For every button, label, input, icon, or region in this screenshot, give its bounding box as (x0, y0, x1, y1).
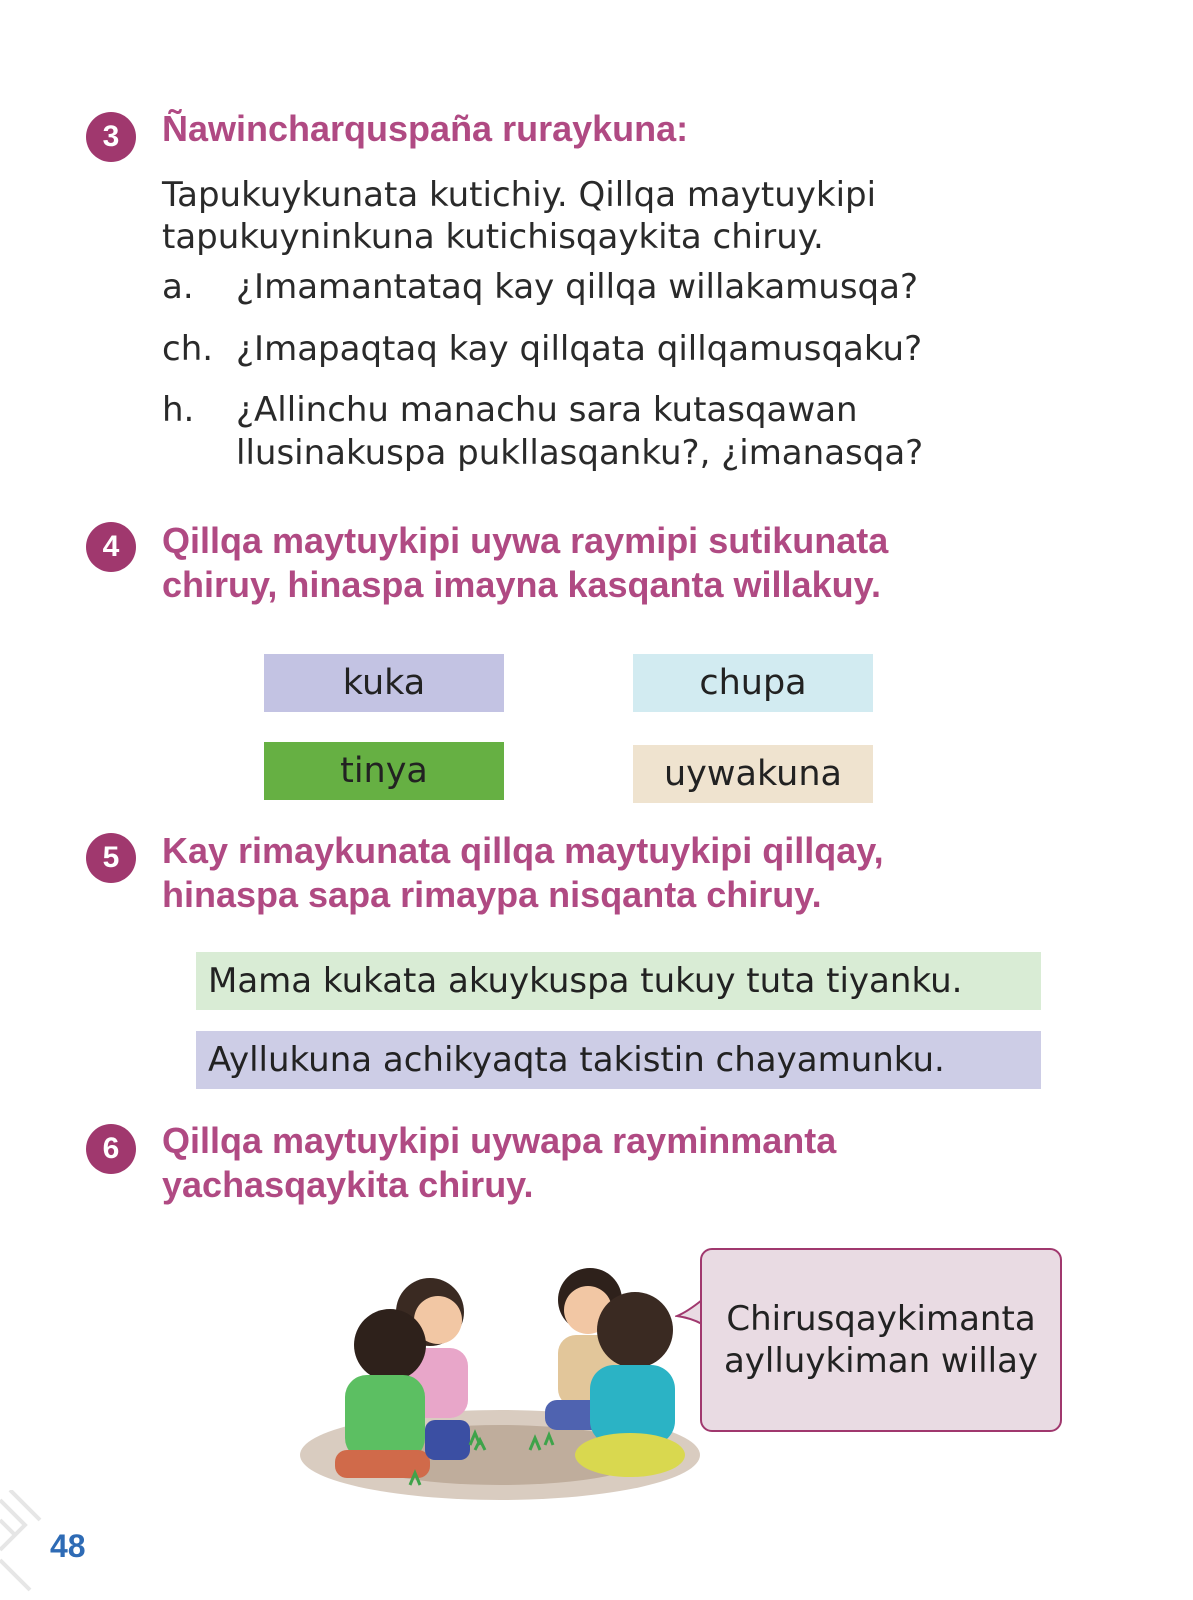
section-4-title-line: chiruy, hinaspa imayna kasqanta willakuy. (162, 564, 881, 605)
question-text: ¿Imapaqtaq kay qillqata qillqamusqaku? (236, 329, 923, 369)
question-text: ¿Imamantataq kay qillqa willakamusqa? (236, 267, 919, 307)
section-number-badge: 6 (86, 1124, 136, 1174)
section-3-intro-line: tapukuyninkuna kutichisqaykita chiruy. (162, 217, 824, 257)
word-chip-uywakuna: uywakuna (633, 745, 873, 803)
section-6-title-line: yachasqaykita chiruy. (162, 1164, 534, 1205)
sentence-strip: Mama kukata akuykuspa tukuy tuta tiyanku. (196, 952, 1041, 1010)
corner-pattern-decoration (0, 1490, 50, 1600)
page-number: 48 (50, 1528, 86, 1564)
section-3-intro-line: Tapukuykunata kutichiy. Qillqa maytuykipi (162, 175, 877, 215)
question-text: llusinakuspa pukllasqanku?, ¿imanasqa? (236, 433, 924, 473)
section-4-title-line: Qillqa maytuykipi uywa raymipi sutikunata (162, 520, 889, 561)
question-text: ¿Allinchu manachu sara kutasqawan (236, 390, 858, 430)
section-3-title: Ñawincharquspaña ruraykuna: (162, 108, 689, 149)
word-chip-chupa: chupa (633, 654, 873, 712)
word-chip-tinya: tinya (264, 742, 504, 800)
speech-bubble (700, 1248, 1062, 1432)
question-letter: ch. (162, 329, 214, 369)
section-number-badge: 4 (86, 522, 136, 572)
section-5-title-line: hinaspa sapa rimaypa nisqanta chiruy. (162, 874, 822, 915)
sentence-strip: Ayllukuna achikyaqta takistin chayamunku. (196, 1031, 1041, 1089)
speech-bubble-text: Chirusqaykimanta (726, 1299, 1036, 1339)
section-number-badge: 3 (86, 112, 136, 162)
word-chip-kuka: kuka (264, 654, 504, 712)
question-letter: h. (162, 390, 195, 430)
section-6-title-line: Qillqa maytuykipi uywapa rayminmanta (162, 1120, 837, 1161)
question-letter: a. (162, 267, 194, 307)
section-number-badge: 5 (86, 833, 136, 883)
children-illustration (290, 1250, 710, 1510)
section-5-title-line: Kay rimaykunata qillqa maytuykipi qillqay, (162, 830, 884, 871)
speech-bubble-text: aylluykiman willay (723, 1341, 1039, 1381)
